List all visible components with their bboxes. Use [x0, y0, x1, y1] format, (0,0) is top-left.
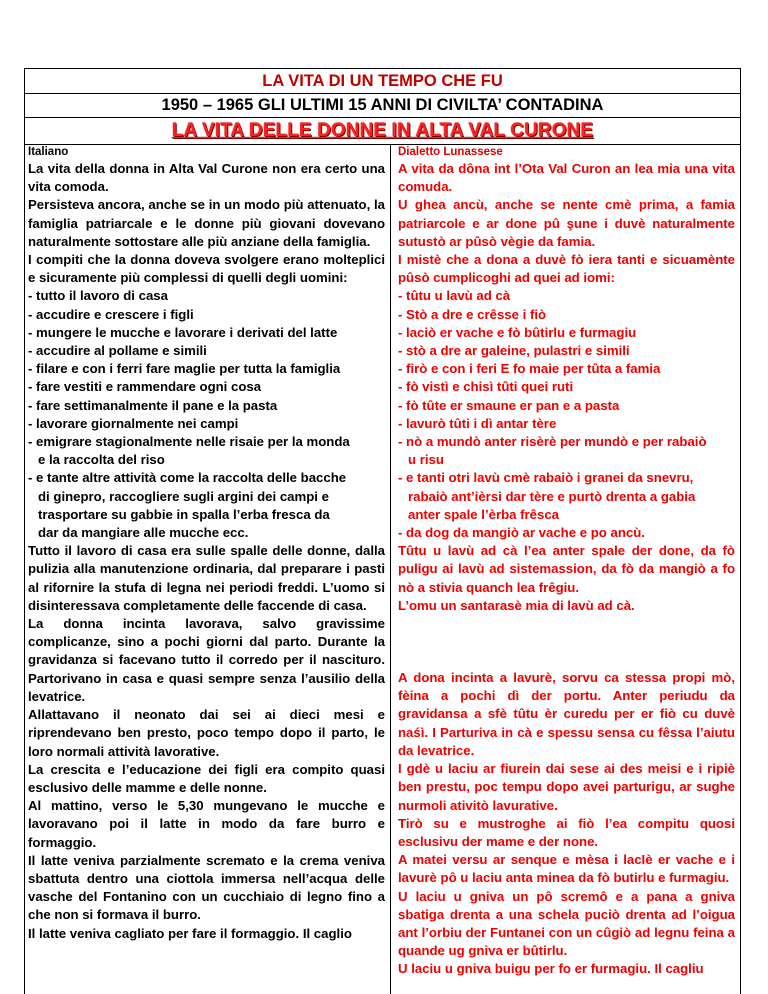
paragraph: A dona incinta a lavurè, sorvu ca stessa propi mò, fèina a pochi dì der portu. Anter periudu da gravidansa a sfè tûtu èr curedu per er fiò cu duvè naśì. I Parturiva in cà e spessu sensa cu fêssa l’aiutu da levatrice. — [398, 670, 735, 758]
list-item: - e tante altre attività come la raccolta delle bacche — [28, 470, 347, 486]
list-item: - fò tûte er smaune er pan e a pasta — [398, 397, 620, 413]
list-item-continued: rabaiò ant’ièrsi dar tère e purtò drenta a gabia — [408, 488, 696, 504]
list-item: - da dog da mangiò ar vache e po ancù. — [398, 525, 645, 541]
paragraph: Al mattino, verso le 5,30 mungevano le mucche e lavoravano poi il latte in modo da fare burro e formaggio. — [28, 798, 385, 850]
document-table — [24, 68, 741, 994]
paragraph: U laciu u gniva un pô scremô e a pana a gniva sbatiga drenta a una schela puciò drenta ad l’oigua ant l’orbiu der Funtanei con un cûgiò ad legnu feina a quande ug gniva er bûtirlu. — [398, 888, 735, 959]
paragraph: I gdè u laciu ar fiurein dai sese ai des meisi e i ripiè ben prestu, poc tempu dopo avei parturigu, ar sughe nurmoli ativitò lavurative. — [398, 761, 735, 813]
paragraph: U laciu u gniva buigu per fo er furmagiu. Il cagliu — [398, 961, 704, 977]
paragraph: I compiti che la donna doveva svolgere erano molteplici e sicuramente più complessi di quelli degli uomini: — [28, 252, 385, 286]
list-item: - nò a mundò anter risèrè per mundò e per rabaiò — [398, 434, 707, 450]
paragraph: La donna incinta lavorava, salvo gravissime complicanze, sino a pochi giorni dal parto. Durante la gravidanza si facevano tutto il corredo per il nascituro. Partorivano in casa e quasi sempre senza l’ausilio della levatrice. — [28, 616, 385, 704]
title-main: LA VITA DI UN TEMPO CHE FU — [25, 69, 740, 94]
spacer — [398, 615, 735, 669]
title-subject: LA VITA DELLE DONNE IN ALTA VAL CURONE — [171, 120, 594, 141]
list-item: - emigrare stagionalmente nelle risaie per la monda — [28, 434, 350, 450]
paragraph: I mistè che a dona a duvè fò iera tanti e sicuamènte pûsò cumplicoghi ad quei ad iomi: — [398, 252, 735, 286]
list-item: - e tanti otri lavù cmè rabaiò i granei da snevru, — [398, 470, 694, 486]
list-item: - stò a dre ar galeine, pulastri e simili — [398, 343, 630, 359]
list-item: - tûtu u lavù ad cà — [398, 288, 511, 304]
paragraph: Tutto il lavoro di casa era sulle spalle delle donne, dalla pulizia alla manutenzione ordinaria, dal preparare i pasti al rifornire la stufa di legna nei periodi freddi. L’uomo si disinteressava completamente delle faccende di casa. — [28, 543, 385, 613]
paragraph: La vita della donna in Alta Val Curone non era certo una vita comoda. — [28, 161, 385, 195]
list-item: - fare settimanalmente il pane e la pasta — [28, 397, 278, 413]
list-item: - fò vistì e chisì tûti quei ruti — [398, 379, 574, 395]
paragraph: Persisteva ancora, anche se in un modo più attenuato, la famiglia patriarcale e le donne più giovani dovevano naturalmente sottostare alle più anziane della famiglia. — [28, 197, 385, 249]
list-item-continued: anter spale l’èrba frêsca — [408, 506, 560, 522]
paragraph: A vita da dôna int l’Ota Val Curon an lea mia una vita comuda. — [398, 161, 735, 195]
italian-column — [25, 145, 391, 994]
dialect-text — [398, 160, 735, 979]
paragraph: Allattavano il neonato dai sei ai dieci mesi e riprendevano ben presto, poco tempo dopo il parto, le loro normali attività lavorative. — [28, 707, 385, 759]
paragraph: U ghea ancù, anche se nente cmè prima, a famia patriarcole e ar done pû şune i duvè naturalmente sutustò ar pûsò vègie da famia. — [398, 197, 735, 249]
paragraph: Tirò su e mustroghe ai fiò l’ea compitu quosi esclusivu der mame e der none. — [398, 815, 735, 849]
paragraph: L’omu un santarasè mia di lavù ad cà. — [398, 597, 635, 613]
list-item-continued: trasportare su gabbie in spalla l’erba fresca da — [38, 506, 330, 522]
list-item: - mungere le mucche e lavorare i derivati del latte — [28, 324, 338, 340]
list-item: - fare vestiti e rammendare ogni cosa — [28, 379, 262, 395]
paragraph: A matei versu ar senque e mèsa i lacIè er vache e i lavurè pô u laciu anta minea da fò butirlu e furmagiu. — [398, 852, 735, 886]
list-item: - accudire e crescere i figli — [28, 306, 194, 322]
dialect-heading: Dialetto Lunassese — [398, 146, 503, 158]
list-item: - Stò a dre e crêsse i fiò — [398, 306, 547, 322]
paragraph: Il latte veniva parzialmente scremato e la crema veniva sbattuta dentro una ciottola immersa nell’acqua delle vasche del Fontanino con un cucchiaio di legno fino a che non si formava il burro. — [28, 852, 385, 923]
list-item: - lavurò tûti i dì antar tère — [398, 415, 557, 431]
title-block — [25, 69, 740, 145]
two-column-body — [25, 145, 740, 994]
dialect-column — [391, 145, 740, 994]
list-item: - tutto il lavoro di casa — [28, 288, 168, 304]
list-item-continued: di ginepro, raccogliere sugli argini dei campi e — [38, 488, 329, 504]
italian-heading: Italiano — [28, 146, 69, 158]
italian-text — [28, 160, 385, 943]
list-item: - firò e con i feri E fo maie per tûta a famia — [398, 361, 661, 377]
list-item-continued: e la raccolta del riso — [38, 452, 165, 468]
title-period: 1950 – 1965 GLI ULTIMI 15 ANNI DI CIVILTA’ CONTADINA — [25, 94, 740, 118]
paragraph: Il latte veniva cagliato per fare il formaggio. Il caglio — [28, 925, 352, 941]
paragraph: Tûtu u lavù ad cà l’ea anter spale der done, da fò puligu ai lavù ad sistemassion, da fò da mangiò a fo nò a stivia quanch lea frêgiu. — [398, 543, 735, 595]
list-item: - accudire al pollame e simili — [28, 343, 207, 359]
list-item: - lavorare giornalmente nei campi — [28, 415, 239, 431]
list-item-continued: u risu — [408, 452, 444, 468]
list-item: - filare e con i ferri fare maglie per tutta la famiglia — [28, 361, 341, 377]
list-item: - laciò er vache e fò bûtirlu e furmagiu — [398, 324, 637, 340]
list-item-continued: dar da mangiare alle mucche ecc. — [38, 525, 249, 541]
paragraph: La crescita e l’educazione dei figli era compito quasi esclusivo delle mamme e delle nonne. — [28, 761, 385, 795]
